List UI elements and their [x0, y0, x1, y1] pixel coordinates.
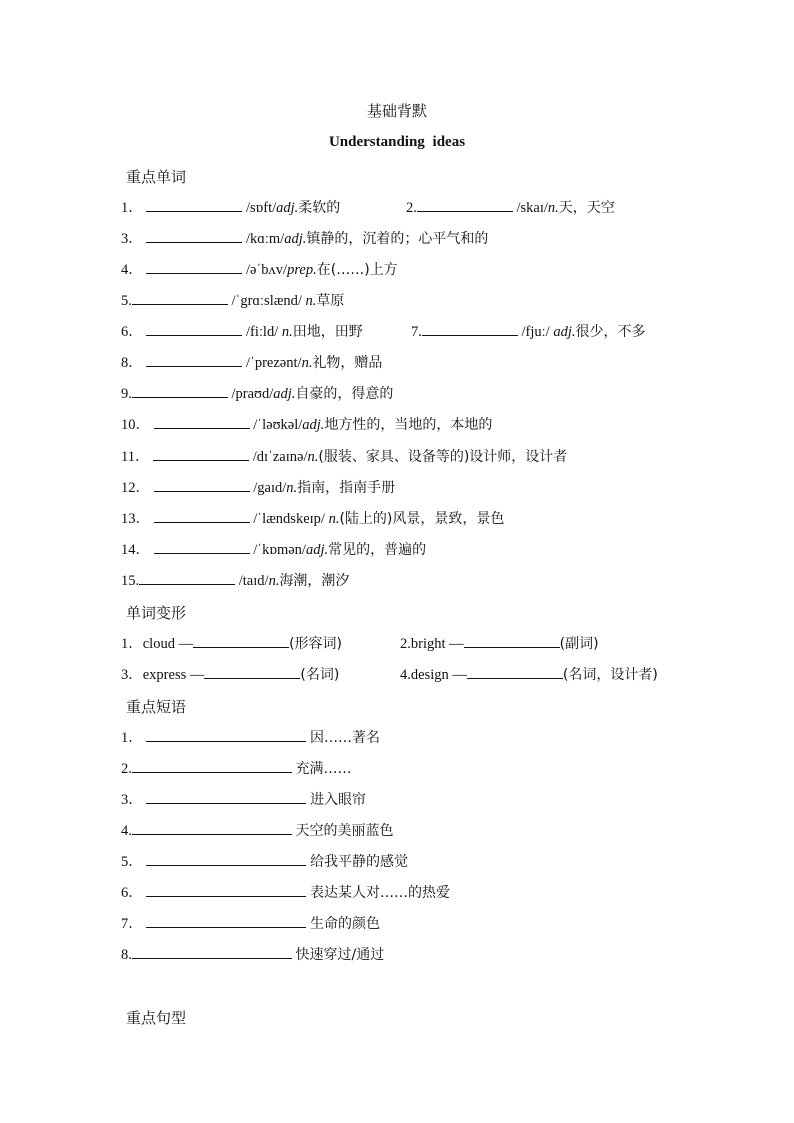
section-heading-wordforms: 单词变形	[126, 604, 187, 622]
phrase-item-5: 5． 给我平静的感觉	[121, 851, 408, 872]
vocab-item-3: 3． /kɑːm/adj.镇静的，沉着的；心平气和的	[121, 228, 488, 249]
wordform-item-1: 1．cloud — (形容词)	[121, 633, 342, 654]
vocab-item-5: 5. /ˈgrɑːslænd/ n.草原	[121, 290, 344, 311]
wordform-item-2: 2.bright — (副词)	[400, 633, 599, 654]
phrase-item-4: 4. 天空的美丽蓝色	[121, 820, 394, 841]
page-title: 基础背默	[366, 102, 427, 120]
answer-blank[interactable]	[132, 383, 228, 398]
vocab-item-2: 2. /skaɪ/n.天，天空	[406, 197, 615, 218]
answer-blank[interactable]	[154, 539, 250, 554]
vocab-item-12: 12． /gaɪd/n.指南，指南手册	[121, 477, 395, 498]
phrase-item-7: 7． 生命的颜色	[121, 913, 380, 934]
phrase-item-2: 2. 充满……	[121, 758, 352, 779]
phrase-item-1: 1． 因……著名	[121, 727, 380, 748]
answer-blank[interactable]	[146, 727, 306, 742]
answer-blank[interactable]	[132, 290, 228, 305]
answer-blank[interactable]	[154, 477, 250, 492]
vocab-item-1: 1． /sɒft/adj.柔软的	[121, 197, 340, 218]
wordform-item-3: 3．express — (名词)	[121, 664, 339, 685]
answer-blank[interactable]	[153, 446, 249, 461]
vocab-item-4: 4． /əˈbʌv/prep.在(……)上方	[121, 259, 398, 280]
answer-blank[interactable]	[417, 197, 513, 212]
wordform-item-4: 4.design — (名词，设计者)	[400, 664, 658, 685]
phrase-item-8: 8. 快速穿过/通过	[121, 944, 384, 965]
section-heading-sentences: 重点句型	[126, 1009, 187, 1027]
answer-blank[interactable]	[154, 414, 250, 429]
answer-blank[interactable]	[132, 820, 292, 835]
section-heading-phrases: 重点短语	[126, 698, 187, 716]
answer-blank[interactable]	[464, 633, 560, 648]
answer-blank[interactable]	[146, 321, 242, 336]
vocab-item-9: 9. /praʊd/adj.自豪的，得意的	[121, 383, 393, 404]
lesson-subtitle: Understanding ideas	[328, 134, 466, 150]
vocab-item-13: 13． /ˈlændskeɪp/ n.(陆上的)风景，景致，景色	[121, 508, 504, 529]
phrase-item-6: 6． 表达某人对……的热爱	[121, 882, 450, 903]
vocab-item-15: 15. /taɪd/n.海潮，潮汐	[121, 570, 349, 591]
answer-blank[interactable]	[146, 882, 306, 897]
vocab-item-6: 6． /fiːld/ n.田地，田野	[121, 321, 363, 342]
vocab-item-14: 14． /ˈkɒmən/adj.常见的，普遍的	[121, 539, 426, 560]
answer-blank[interactable]	[146, 352, 242, 367]
answer-blank[interactable]	[193, 633, 289, 648]
answer-blank[interactable]	[422, 321, 518, 336]
answer-blank[interactable]	[154, 508, 250, 523]
answer-blank[interactable]	[146, 259, 242, 274]
vocab-item-11: 11． /dɪˈzaɪnə/n.(服装、家具、设备等的)设计师，设计者	[121, 446, 567, 467]
vocab-item-8: 8． /ˈprezənt/n.礼物，赠品	[121, 352, 382, 373]
answer-blank[interactable]	[132, 944, 292, 959]
answer-blank[interactable]	[467, 664, 563, 679]
answer-blank[interactable]	[146, 851, 306, 866]
answer-blank[interactable]	[146, 913, 306, 928]
answer-blank[interactable]	[146, 228, 242, 243]
answer-blank[interactable]	[139, 570, 235, 585]
phrase-item-3: 3． 进入眼帘	[121, 789, 366, 810]
vocab-item-7: 7. /fjuː/ adj.很少，不多	[411, 321, 645, 342]
answer-blank[interactable]	[146, 197, 242, 212]
answer-blank[interactable]	[132, 758, 292, 773]
section-heading-vocab: 重点单词	[126, 168, 187, 186]
answer-blank[interactable]	[204, 664, 300, 679]
answer-blank[interactable]	[146, 789, 306, 804]
vocab-item-10: 10． /ˈləʊkəl/adj.地方性的，当地的，本地的	[121, 414, 492, 435]
